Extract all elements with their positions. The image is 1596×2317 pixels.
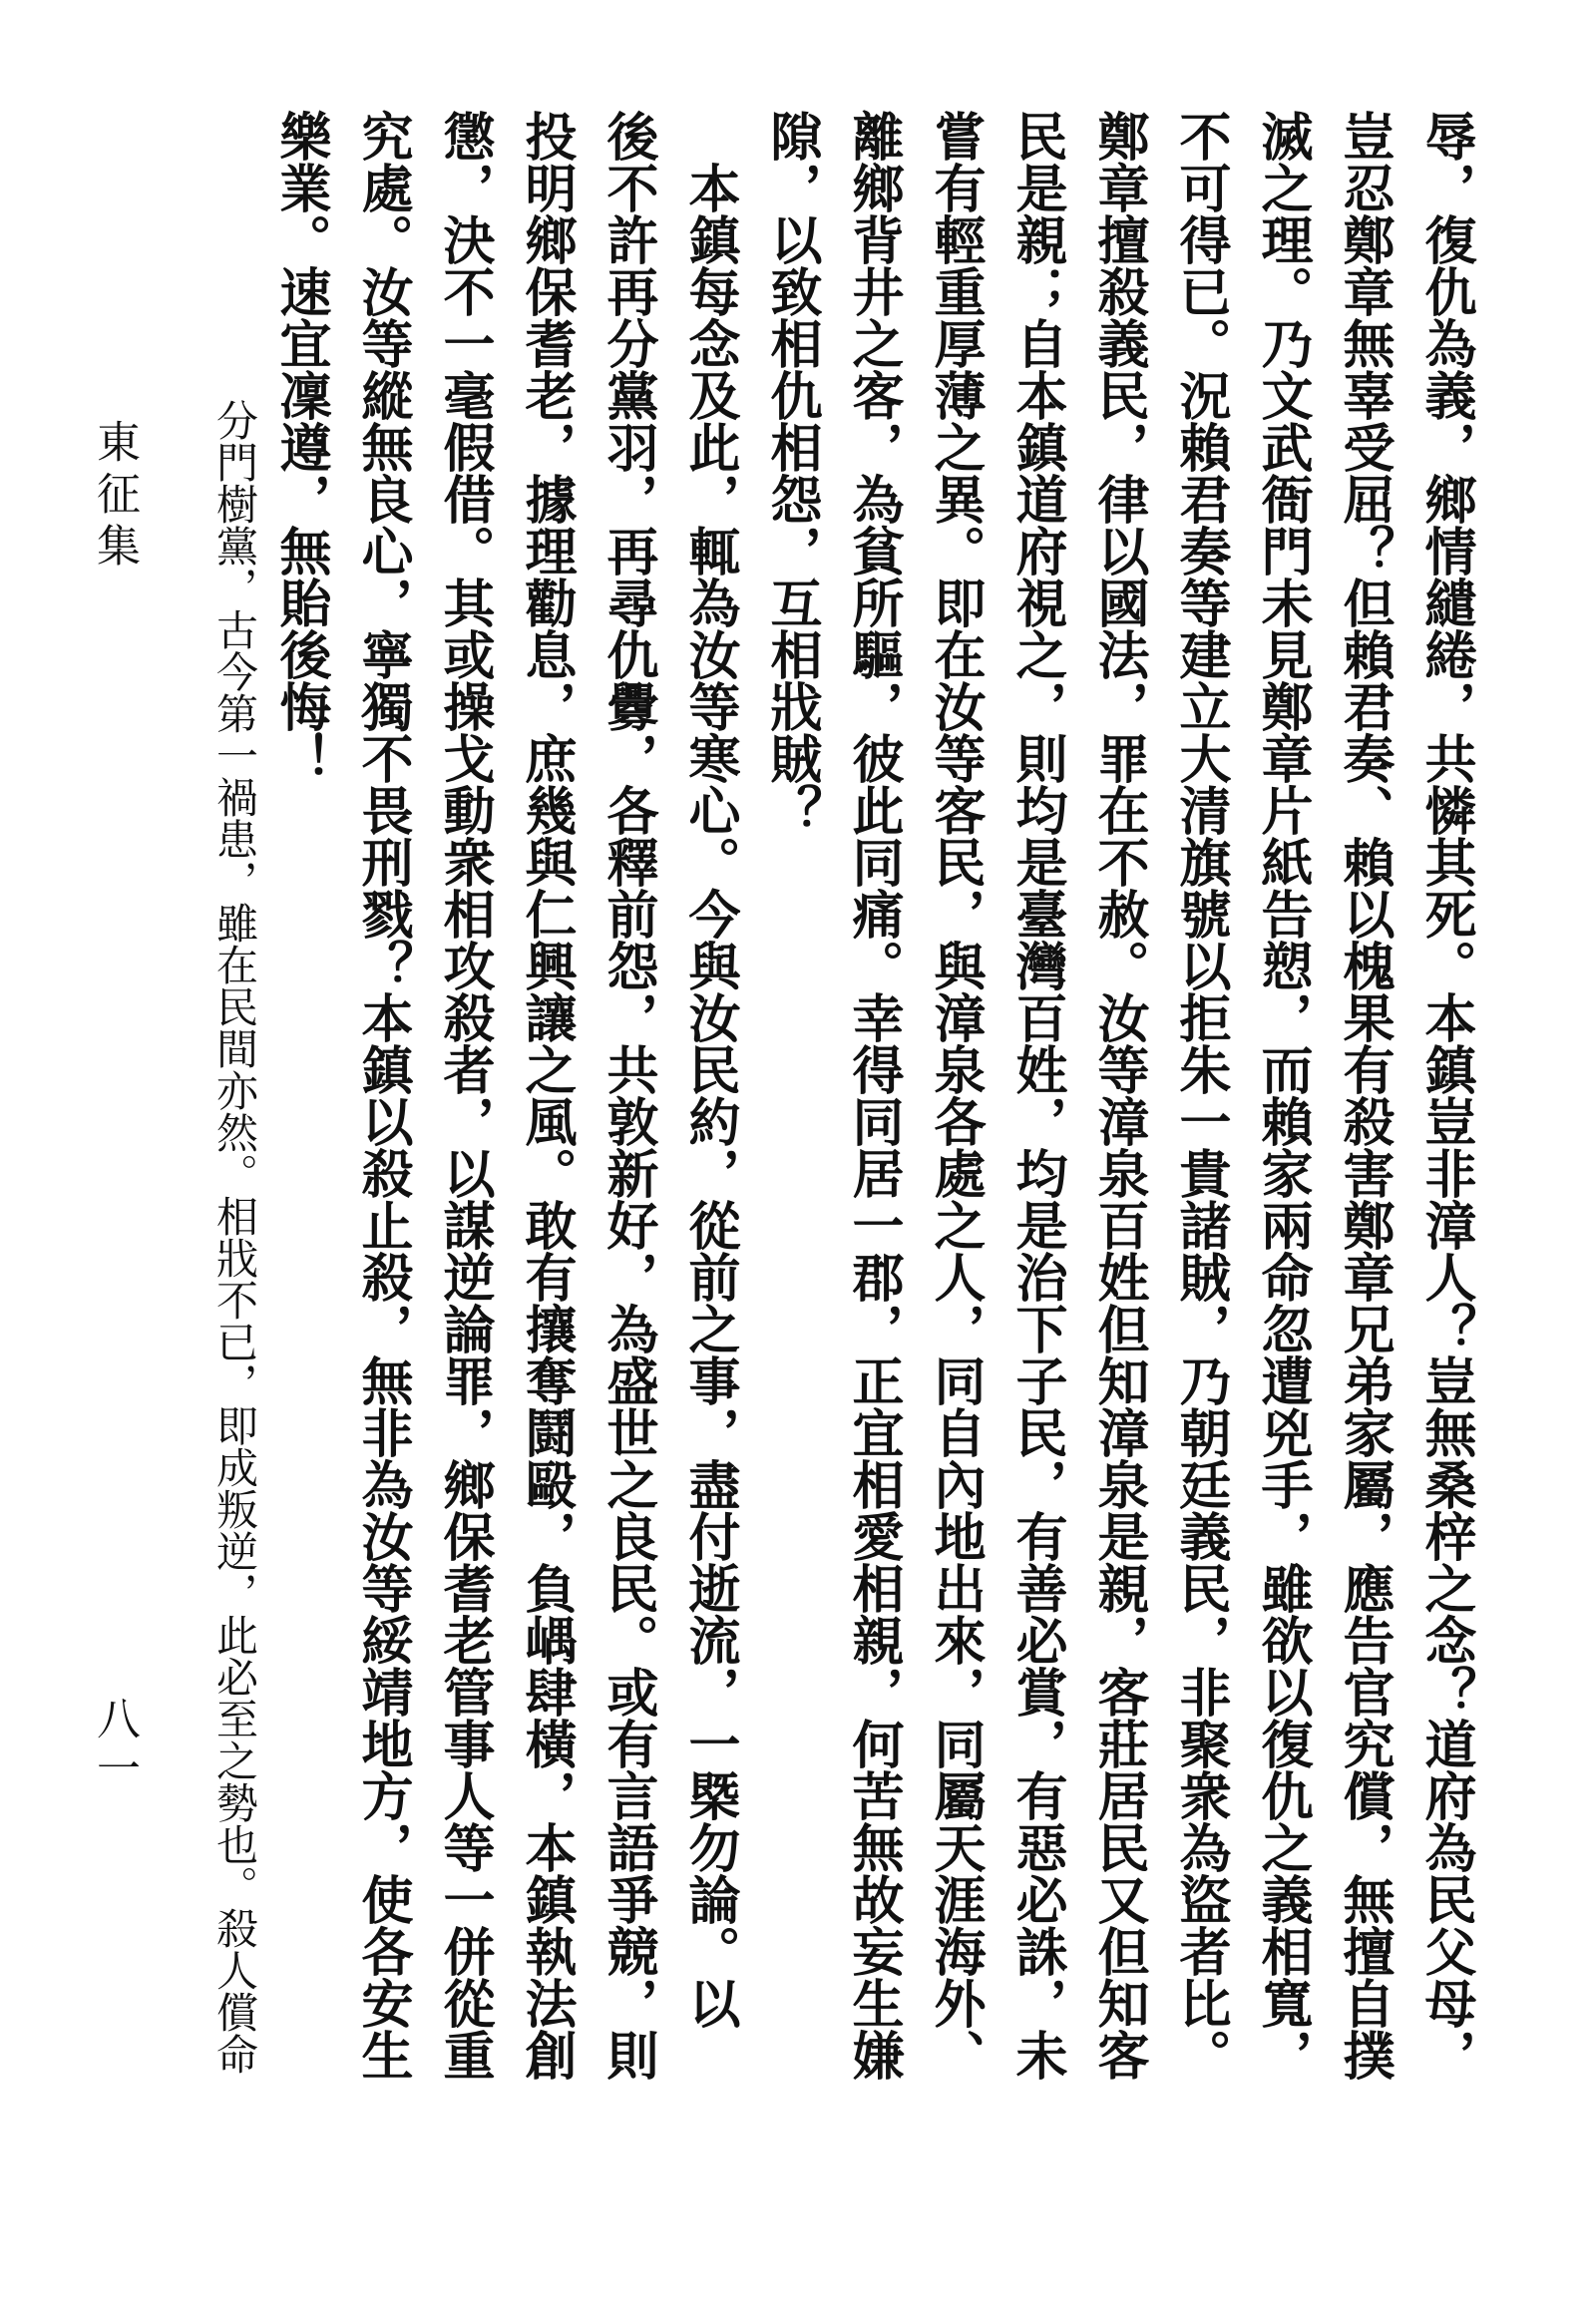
text-column-10: 本鎮每念及此，輒為汝等寒心。今與汝民約，從前之事，盡付逝流，一槩勿論。以 — [679, 110, 740, 2029]
text-column-15: 樂業。速宜凜遵，無貽後悔！ — [270, 110, 331, 784]
text-column-12: 投明鄉保耆老，據理勸息，庶幾與仁興讓之風。敢有攘奪鬪毆，負嵎肆橫，本鎮執法創 — [516, 110, 577, 2081]
text-column-2: 豈忍鄭章無辜受屈？但賴君奏、賴以槐果有殺害鄭章兄弟家屬，應告官究償，無擅自撲 — [1334, 110, 1395, 2081]
text-column-14: 究處。汝等縱無良心，寧獨不畏刑戮？本鎮以殺止殺，無非為汝等綏靖地方，使各安生 — [352, 110, 413, 2081]
text-column-8: 離鄉背井之客，為貧所驅，彼此同痛。幸得同居一郡，正宜相愛相親，何苦無故妄生嫌 — [843, 110, 904, 2081]
text-column-5: 鄭章擅殺義民，律以國法，罪在不赦。汝等漳泉百姓但知漳泉是親，客莊居民又但知客 — [1088, 110, 1149, 2081]
text-column-7: 嘗有輕重厚薄之異。即在汝等客民，與漳泉各處之人，同自內地出來，同屬天涯海外、 — [925, 110, 986, 2081]
text-column-6: 民是親；自本鎮道府視之，則均是臺灣百姓，均是治下子民，有善必賞，有惡必誅，未 — [1006, 110, 1067, 2081]
text-column-1: 辱，復仇為義，鄉情繾綣，共憐其死。本鎮豈非漳人？豈無桑梓之念？道府為民父母， — [1415, 110, 1476, 2081]
text-column-3: 滅之理。乃文武衙門未見鄭章片紙告愬，而賴家兩命忽遭兇手，雖欲以復仇之義相寬， — [1252, 110, 1313, 2081]
text-column-9: 隙，以致相仇相怨，互相戕賊？ — [761, 110, 822, 836]
running-head: 東征集 — [89, 419, 140, 575]
text-column-13: 懲，決不一毫假借。其或操戈動衆相攻殺者，以謀逆論罪，鄉保耆老管事人等一併從重 — [434, 110, 495, 2081]
commentary-note: 分門樹黨，古今第一禍患，雖在民間亦然。相戕不已，即成叛逆，此必至之勢也。殺人償命 — [210, 399, 259, 2075]
page-number: 八一 — [89, 1696, 140, 1795]
text-column-11: 後不許再分黨羽，再尋仇釁，各釋前怨，共敦新好，為盛世之良民。或有言語爭競，則 — [598, 110, 658, 2081]
text-column-4: 不可得已。況賴君奏等建立大清旗號以拒朱一貴諸賊，乃朝廷義民，非聚衆為盜者比。 — [1170, 110, 1231, 2081]
